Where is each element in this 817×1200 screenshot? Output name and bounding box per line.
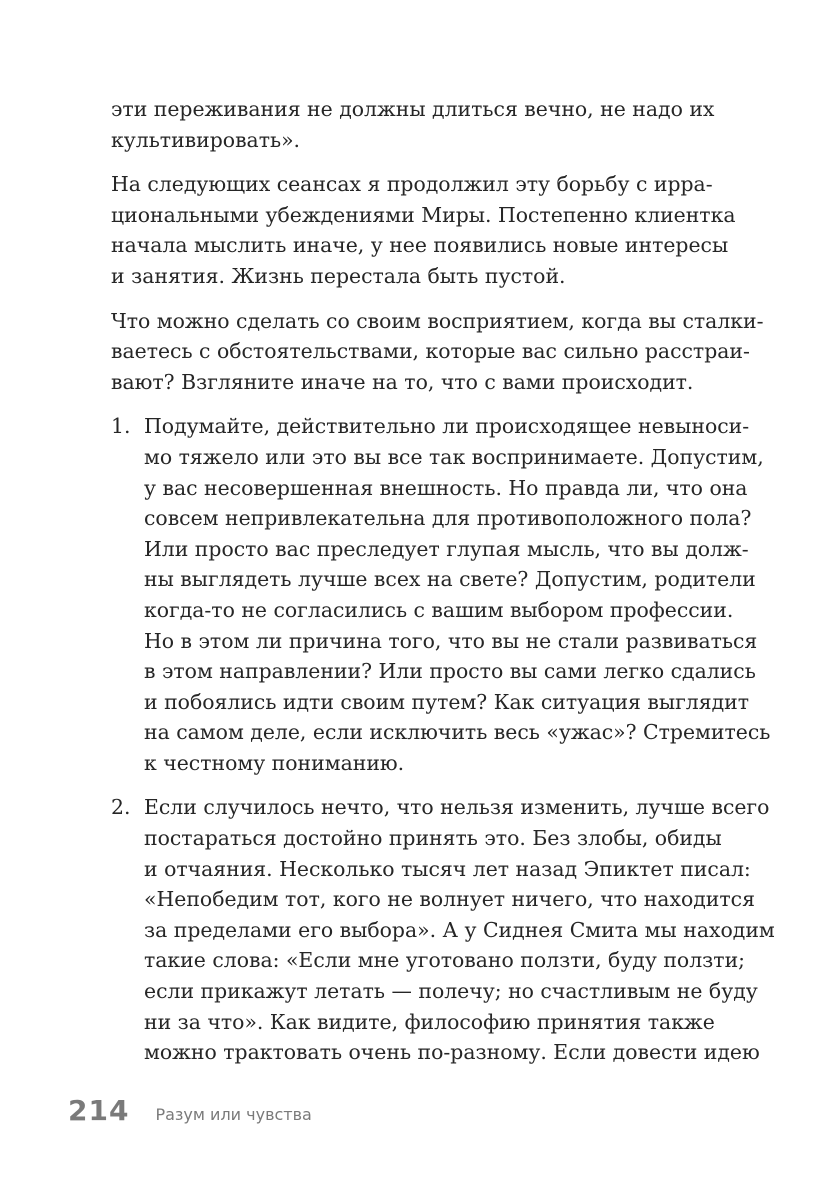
list-number: 1. [111,414,131,439]
list-item-2 [111,792,775,1067]
text-line: мо тяжело или это вы все так воспринимаете. Допустим, [144,444,764,469]
text-line: начала мыслить иначе, у нее появились новые интересы [111,233,729,258]
text-line: Если случилось нечто, что нельзя изменить, лучше всего [144,795,770,820]
text-line: Подумайте, действительно ли происходящее невыноси- [144,414,750,439]
text-line: ни за что». Как видите, философию принятия также [144,1009,715,1034]
text-line: в этом направлении? Или просто вы сами легко сдались [144,659,756,684]
list-number: 2. [111,795,131,820]
text-line: постараться достойно принять это. Без злобы, обиды [144,826,722,851]
text-line: совсем непривлекательна для противоположного пола? [144,506,752,531]
text-line: Но в этом ли причина того, что вы не стали развиваться [144,628,758,653]
text-line: На следующих сеансах я продолжил эту борьбу с ирра- [111,172,713,197]
text-line: Или просто вас преследует глупая мысль, что вы долж- [144,536,749,561]
text-line: и отчаяния. Несколько тысяч лет назад Эпиктет писал: [144,856,751,881]
text-line: если прикажут летать — полечу; но счастливым не буду [144,979,758,1004]
text-line: на самом деле, если исключить весь «ужас»? Стремитесь [144,720,771,745]
text-line: можно трактовать очень по-разному. Если довести идею [144,1040,760,1065]
body-text [111,94,775,1082]
running-title: Разум или чувства [155,1105,312,1124]
text-line: эти переживания не должны длиться вечно, не надо их [111,97,715,121]
page-footer [68,1094,312,1127]
text-line: такие слова: «Если мне уготовано ползти, буду ползти; [144,948,746,973]
text-line: вают? Взгляните иначе на то, что с вами происходит. [111,369,694,394]
text-line: ваетесь с обстоятельствами, которые вас сильно расстраи- [111,339,750,364]
numbered-list [111,411,775,1067]
page-number: 214 [68,1094,130,1127]
paragraph-2 [111,169,736,291]
text-line: у вас несовершенная внешность. Но правда ли, что она [144,475,748,500]
text-line: «Непобедим тот, кого не волнует ничего, что находится [144,887,755,912]
text-line: когда-то не согласились с вашим выбором профессии. [144,597,734,622]
list-item-1 [111,411,771,778]
text-line: Что можно сделать со своим восприятием, когда вы сталки- [111,308,764,333]
text-line: за пределами его выбора». А у Сиднея Смита мы находим [144,917,775,942]
paragraph-3 [111,306,764,398]
text-line: к честному пониманию. [144,750,405,775]
text-line: культивировать». [111,127,301,152]
text-line: и побоялись идти своим путем? Как ситуация выглядит [144,689,750,714]
text-line: и занятия. Жизнь перестала быть пустой. [111,263,566,288]
text-line: ны выглядеть лучше всех на свете? Допустим, родители [144,567,756,592]
text-line: циональными убеждениями Миры. Постепенно клиентка [111,202,736,227]
paragraph-1 [111,94,715,155]
